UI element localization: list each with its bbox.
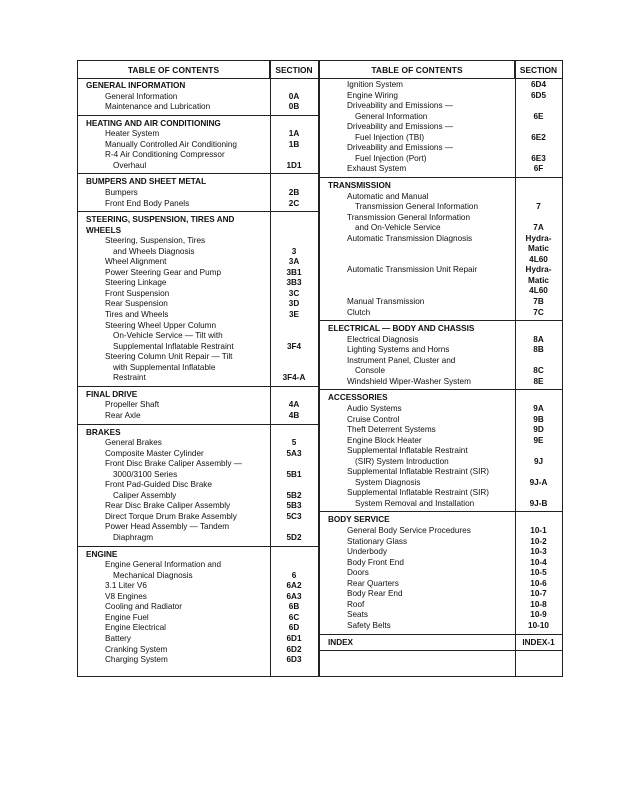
entry-title: Seats (347, 610, 368, 620)
section-number: 7C (533, 307, 544, 317)
entry-title: Engine Wiring (347, 90, 398, 100)
section-number: 10-4 (530, 557, 547, 567)
toc-heading (78, 81, 318, 92)
toc-entry (320, 297, 562, 308)
entry-title: Underbody (347, 547, 388, 557)
section-number: 9A (533, 403, 544, 413)
entry-title: General Body Service Procedures (347, 526, 471, 535)
toc-entry (78, 199, 318, 210)
section-number: 3E (288, 310, 299, 319)
section-divider (320, 511, 562, 512)
toc-entry (320, 91, 562, 102)
entry-title: 3000/3100 Series (113, 469, 178, 479)
section-divider (320, 320, 562, 321)
toc-right-column (320, 61, 562, 676)
entry-title: Manual Transmission (347, 297, 425, 306)
toc-heading (78, 119, 318, 130)
toc-entry (78, 363, 318, 374)
section-number: 9J (533, 456, 544, 466)
entry-title: Console (355, 366, 386, 376)
entry-title: Power Steering Gear and Pump (105, 267, 222, 277)
toc-entry (320, 265, 562, 276)
entry-title: General Information (105, 91, 178, 101)
toc-entry (320, 600, 562, 611)
header-title: TABLE OF CONTENTS (371, 64, 463, 75)
section-divider (78, 115, 318, 116)
toc-entry (78, 321, 318, 332)
entry-title: Automatic Transmission Unit Repair (347, 265, 478, 275)
section-divider (320, 177, 562, 178)
toc-heading (320, 181, 562, 192)
entry-title: Automatic Transmission Diagnosis (347, 233, 473, 243)
toc-entry (320, 436, 562, 447)
entry-title: Propeller Shaft (105, 400, 160, 410)
entry-title: Ignition System (347, 80, 403, 89)
section-number: 10-1 (530, 526, 547, 535)
toc-entry (320, 154, 562, 165)
table-header (320, 61, 562, 79)
toc-entry (320, 286, 562, 297)
section-number: 1A (288, 129, 300, 139)
header-section: SECTION (514, 61, 562, 78)
section-number: 2B (288, 187, 300, 197)
entry-title: Engine General Information and (105, 560, 222, 570)
toc-entry (78, 411, 318, 422)
entry-title: Body Rear End (347, 589, 403, 599)
entry-title: Cranking System (105, 644, 168, 654)
toc-entry (78, 449, 318, 460)
toc-entry (320, 526, 562, 537)
toc-entry (320, 234, 562, 245)
entry-title: 3.1 Liter V6 (105, 581, 147, 591)
section-number: 7A (533, 223, 544, 233)
toc-entry (78, 247, 318, 258)
toc-entry (320, 335, 562, 346)
section-divider (78, 546, 318, 547)
entry-title: Overhaul (113, 160, 147, 170)
toc-entry (320, 202, 562, 213)
entry-title: GENERAL INFORMATION (86, 81, 186, 90)
section-number: 5D2 (286, 533, 302, 542)
toc-heading (78, 428, 318, 439)
entry-title: WHEELS (86, 225, 122, 235)
toc-entry (320, 568, 562, 579)
section-number: 10-7 (530, 589, 547, 599)
toc-heading (78, 550, 318, 561)
toc-entry (78, 560, 318, 571)
toc-entry (78, 634, 318, 645)
toc-entry (78, 655, 318, 666)
toc-entry (78, 352, 318, 363)
entry-title: BRAKES (86, 427, 121, 437)
entry-title: General Brakes (105, 438, 162, 448)
entry-title: Rear Quarters (347, 578, 399, 588)
entry-title: Cruise Control (347, 414, 400, 424)
section-number: 6E (533, 111, 544, 121)
entry-title: Supplemental Inflatable Restraint (113, 341, 234, 351)
entry-title: HEATING AND AIR CONDITIONING (86, 118, 221, 128)
toc-entry (78, 400, 318, 411)
entry-title: with Supplemental Inflatable (113, 362, 216, 372)
entry-title: Restraint (113, 373, 146, 383)
entry-title: System Diagnosis (355, 477, 421, 487)
entry-title: and On-Vehicle Service (355, 223, 441, 233)
entry-title: Supplemental Inflatable Restraint (SIR) (347, 467, 489, 477)
toc-entry (78, 331, 318, 342)
toc-entry (320, 589, 562, 600)
section-number: 4A (288, 400, 300, 410)
section-number: 5C3 (286, 511, 302, 521)
entry-title: Safety Belts (347, 620, 391, 630)
toc-entry (320, 488, 562, 499)
entry-title: Driveability and Emissions — (347, 101, 454, 111)
section-number: 6 (291, 570, 297, 580)
toc-entry (78, 373, 318, 384)
section-number: 9D (533, 425, 544, 435)
entry-title: Heater System (105, 129, 160, 139)
entry-title: Mechanical Diagnosis (113, 570, 193, 580)
header-section: SECTION (269, 61, 318, 78)
toc-entry (320, 366, 562, 377)
toc-entry (78, 533, 318, 544)
entry-title: FINAL DRIVE (86, 389, 138, 399)
toc-entry (78, 268, 318, 279)
entry-title: BODY SERVICE (328, 515, 390, 525)
toc-entry (78, 129, 318, 140)
entry-title: Diaphragm (113, 533, 154, 542)
section-number: 2C (288, 198, 300, 208)
toc-entry (320, 345, 562, 356)
entry-title: Transmission General Information (355, 202, 479, 212)
toc-entry (78, 613, 318, 624)
section-number: 10-3 (530, 547, 547, 557)
header-title: TABLE OF CONTENTS (127, 64, 220, 75)
table-header (78, 61, 318, 79)
entry-title: Rear Disc Brake Caliper Assembly (105, 501, 231, 511)
toc-entry (320, 133, 562, 144)
section-number: 5 (291, 438, 297, 448)
entry-title: BUMPERS AND SHEET METAL (86, 177, 207, 187)
toc-entry (78, 92, 318, 103)
entry-title: Fuel Injection (Port) (355, 153, 427, 163)
toc-entry (78, 602, 318, 613)
section-number: 5B2 (286, 490, 302, 500)
section-number: 0B (288, 102, 300, 112)
entry-title: Steering, Suspension, Tires (105, 236, 206, 246)
entry-title: Doors (347, 568, 369, 578)
toc-entry (320, 356, 562, 367)
toc-entry (78, 236, 318, 247)
toc-entry (320, 621, 562, 632)
toc-entry (78, 459, 318, 470)
entry-title: Front Pad-Guided Disc Brake (105, 480, 212, 490)
section-number: 1D1 (286, 160, 302, 170)
entry-title: Supplemental Inflatable Restraint (347, 446, 468, 456)
entry-title: Transmission General Information (347, 212, 471, 222)
toc-entry (320, 244, 562, 255)
entry-title: Engine Block Heater (347, 435, 422, 445)
entry-title: Charging System (105, 655, 168, 665)
entry-title: Windshield Wiper-Washer System (347, 376, 471, 386)
section-divider (78, 173, 318, 174)
toc-heading (320, 515, 562, 526)
entry-title: INDEX (328, 637, 354, 647)
section-number: 6E2 (531, 132, 546, 142)
toc-heading (78, 226, 318, 237)
toc-heading (78, 177, 318, 188)
toc-entry (78, 522, 318, 533)
entry-title: System Removal and Installation (355, 498, 475, 508)
entry-title: Front Disc Brake Caliper Assembly — (105, 459, 242, 469)
section-number: 9J-B (529, 498, 548, 508)
toc-entry (320, 213, 562, 224)
entry-title: Driveability and Emissions — (347, 143, 454, 153)
toc-entry (320, 223, 562, 234)
toc-entry (78, 257, 318, 268)
toc-entry (320, 377, 562, 388)
toc-entry (78, 438, 318, 449)
section-number: 3F4 (286, 341, 302, 351)
toc-entry (78, 342, 318, 353)
section-number: 5B3 (286, 501, 302, 511)
toc-entry (320, 101, 562, 112)
entry-title: Engine Electrical (105, 623, 166, 633)
entry-title: ENGINE (86, 549, 118, 559)
toc-entry (320, 457, 562, 468)
section-number: Hydra- (525, 265, 552, 275)
toc-entry (320, 638, 562, 649)
toc-entry (320, 446, 562, 457)
section-divider (320, 389, 562, 390)
entry-title: Automatic and Manual (347, 191, 429, 201)
section-number: 9B (533, 414, 544, 424)
section-number: 3D (288, 299, 300, 309)
section-number: 9E (533, 435, 544, 445)
toc-entry (78, 188, 318, 199)
entry-title: Wheel Alignment (105, 257, 167, 267)
toc-table (77, 60, 563, 677)
toc-entry (78, 623, 318, 634)
toc-entry (320, 478, 562, 489)
entry-title: Theft Deterrent Systems (347, 425, 436, 435)
entry-title: On-Vehicle Service — Tilt with (113, 331, 223, 341)
section-number: 6D2 (286, 644, 302, 654)
entry-title: R-4 Air Conditioning Compressor (105, 150, 225, 160)
toc-entry (78, 140, 318, 151)
section-number: 6E3 (531, 153, 546, 163)
entry-title: Caliper Assembly (113, 490, 177, 500)
section-number: 6A3 (286, 591, 302, 601)
entry-title: Rear Suspension (105, 299, 168, 309)
toc-entry (320, 415, 562, 426)
entry-title: Manually Controlled Air Conditioning (105, 139, 237, 149)
entry-title: Fuel Injection (TBI) (355, 132, 425, 142)
entry-title: Driveability and Emissions — (347, 122, 454, 132)
entry-title: Electrical Diagnosis (347, 334, 419, 344)
section-number: 6D5 (530, 90, 547, 100)
section-divider (320, 634, 562, 635)
section-number: 0A (288, 91, 300, 101)
section-number: 6A2 (286, 581, 302, 591)
entry-title: Steering Linkage (105, 278, 167, 288)
section-number: 6D3 (286, 655, 302, 665)
section-divider (78, 211, 318, 212)
entry-title: Front End Body Panels (105, 198, 190, 208)
section-number: 10-8 (530, 599, 547, 609)
section-number: 7B (533, 297, 544, 306)
section-number: 10-5 (530, 568, 547, 578)
section-number: 5B1 (286, 469, 302, 479)
entry-title: Maintenance and Lubrication (105, 102, 211, 112)
toc-heading (78, 215, 318, 226)
section-number: 3A (288, 257, 300, 267)
toc-entry (78, 645, 318, 656)
toc-entry (78, 150, 318, 161)
section-number: 4B (288, 410, 300, 420)
entry-title: Lighting Systems and Horns (347, 345, 450, 355)
toc-left-column (78, 61, 320, 676)
section-number: 3 (291, 246, 297, 256)
toc-entry (78, 491, 318, 502)
toc-entry (320, 192, 562, 203)
section-number: 3C (288, 288, 300, 298)
section-number: INDEX-1 (522, 637, 555, 647)
section-number: Matic (528, 244, 549, 254)
toc-entry (320, 404, 562, 415)
section-number: 6B (288, 602, 300, 612)
section-number: 8B (533, 345, 544, 355)
toc-entry (78, 571, 318, 582)
toc-entry (78, 278, 318, 289)
toc-entry (320, 467, 562, 478)
toc-entry (78, 512, 318, 523)
toc-entry (320, 112, 562, 123)
entry-title: Stationary Glass (347, 536, 408, 546)
toc-entry (78, 480, 318, 491)
entry-title: Front Suspension (105, 288, 170, 298)
entry-title: ACCESSORIES (328, 393, 388, 403)
section-number: 6F (533, 164, 544, 174)
section-number: 8C (533, 366, 544, 376)
section-number: 4L60 (529, 286, 548, 296)
entry-title: Engine Fuel (105, 612, 149, 622)
entry-title: Power Head Assembly — Tandem (105, 522, 230, 532)
section-number: 6D (288, 623, 300, 633)
toc-entry (78, 299, 318, 310)
section-divider (78, 386, 318, 387)
toc-entry (320, 164, 562, 175)
toc-entry (78, 581, 318, 592)
toc-entry (320, 308, 562, 319)
toc-entry (320, 499, 562, 510)
entry-title: Composite Master Cylinder (105, 448, 204, 458)
toc-entry (78, 310, 318, 321)
entry-title: Exhaust System (347, 164, 407, 174)
entry-title: Tires and Wheels (105, 310, 169, 319)
section-number: 3B3 (286, 278, 302, 288)
entry-title: Steering Column Unit Repair — Tilt (105, 352, 233, 362)
toc-entry (320, 122, 562, 133)
section-number: 8A (533, 334, 544, 344)
entry-title: V8 Engines (105, 591, 147, 601)
entry-title: Steering Wheel Upper Column (105, 320, 217, 330)
section-number: 1B (288, 139, 300, 149)
section-number: 10-10 (528, 620, 549, 630)
toc-entry (320, 425, 562, 436)
entry-title: Body Front End (347, 557, 404, 567)
section-number: 10-6 (530, 578, 547, 588)
section-number: 6D1 (286, 633, 302, 643)
section-divider (320, 650, 562, 651)
toc-entry (78, 161, 318, 172)
entry-title: Bumpers (105, 187, 138, 197)
entry-title: Rear Axle (105, 410, 141, 420)
entry-title: Audio Systems (347, 403, 402, 413)
section-number: 9J-A (529, 477, 548, 487)
entry-title: (SIR) System Introduction (355, 456, 449, 466)
section-number: 8E (533, 376, 544, 386)
toc-entry (78, 592, 318, 603)
section-divider (78, 424, 318, 425)
toc-entry (320, 547, 562, 558)
toc-entry (78, 501, 318, 512)
toc-heading (78, 390, 318, 401)
section-number: 6D4 (530, 80, 547, 89)
entry-title: Direct Torque Drum Brake Assembly (105, 511, 237, 521)
toc-entry (320, 80, 562, 91)
section-number: 3B1 (286, 267, 302, 277)
entry-title: TRANSMISSION (328, 180, 391, 190)
entry-title: Clutch (347, 307, 371, 317)
entry-title: Cooling and Radiator (105, 602, 182, 612)
toc-entry (78, 289, 318, 300)
toc-entry (320, 610, 562, 621)
entry-title: ELECTRICAL — BODY AND CHASSIS (328, 324, 475, 334)
section-number: 3F4-A (282, 373, 306, 383)
entry-title: Battery (105, 633, 131, 643)
toc-heading (320, 393, 562, 404)
entry-title: Supplemental Inflatable Restraint (SIR) (347, 488, 489, 498)
section-number: Hydra- (525, 233, 552, 243)
toc-entry (320, 276, 562, 287)
section-number: Matic (528, 275, 549, 285)
entry-title: Instrument Panel, Cluster and (347, 355, 456, 365)
toc-entry (320, 255, 562, 266)
section-number: 4L60 (529, 254, 548, 264)
entry-title: Roof (347, 599, 365, 609)
toc-entry (320, 143, 562, 154)
entry-title: General Information (355, 111, 428, 121)
section-number: 10-9 (530, 610, 547, 620)
toc-entry (78, 470, 318, 481)
section-number: 6C (288, 612, 300, 622)
section-number: 7 (536, 202, 541, 212)
entry-title: and Wheels Diagnosis (113, 246, 195, 256)
toc-heading (320, 324, 562, 335)
toc-entry (320, 537, 562, 548)
section-number: 10-2 (530, 536, 547, 546)
entry-title: STEERING, SUSPENSION, TIRES AND (86, 215, 235, 225)
section-number: 5A3 (286, 448, 302, 458)
toc-entry (78, 102, 318, 113)
toc-entry (320, 579, 562, 590)
toc-entry (320, 558, 562, 569)
